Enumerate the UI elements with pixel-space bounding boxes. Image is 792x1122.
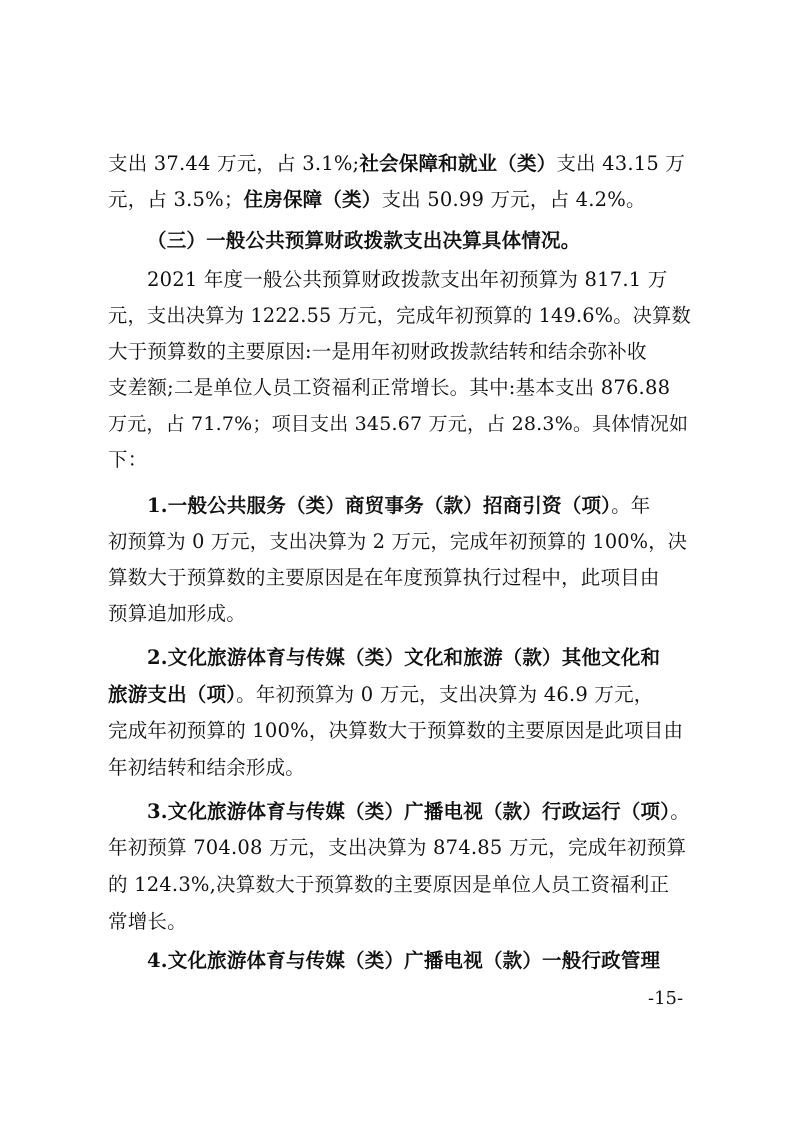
section-heading — [147, 223, 693, 259]
item-4-heading — [147, 943, 693, 979]
text-segment: 万元，占 71.7%；项目支出 345.67 万元，占 28.3%。具体情况如 — [108, 413, 689, 435]
section-heading-text: （三）一般公共预算财政拨款支出决算具体情况。 — [147, 229, 581, 252]
text-segment: 。年初预算为 0 万元，支出决算为 46.9 万元， — [236, 683, 654, 706]
item-2-heading — [147, 640, 693, 676]
item-2-title-cont: 旅游支出（项） — [108, 683, 237, 706]
text-segment: 。年 — [611, 494, 651, 517]
text-segment: 元，占 3.5%； — [108, 188, 244, 211]
text-line-16 — [108, 713, 693, 749]
text-segment: 元，支出决算为 1222.55 万元，完成年初预算的 149.6%。决算数 — [108, 304, 692, 327]
text-segment: 年初预算 704.08 万元，支出决算为 874.85 万元，完成年初预算 — [108, 836, 687, 859]
text-segment: 2021 年度一般公共预算财政拨款支出年初预算为 817.1 万 — [147, 268, 668, 291]
text-segment: 完成年初预算的 100%，决算数大于预算数的主要原因是此项目由 — [108, 719, 684, 742]
text-segment: 初预算为 0 万元，支出决算为 2 万元，完成年初预算的 100%，决 — [108, 530, 688, 553]
text-line-20 — [108, 867, 693, 903]
text-segment: 支出 50.99 万元，占 4.2%。 — [381, 188, 646, 211]
text-line-15 — [108, 677, 693, 713]
text-line-9 — [108, 442, 693, 478]
text-line-4 — [147, 262, 693, 298]
text-line-1 — [108, 146, 693, 182]
text-line-21 — [108, 904, 693, 940]
text-line-7 — [108, 370, 693, 406]
item-1-title: 1.一般公共服务（类）商贸事务（款）招商引资（项） — [147, 494, 612, 517]
text-line-13 — [108, 596, 693, 632]
item-3-heading — [147, 794, 693, 830]
text-line-17 — [108, 750, 693, 786]
text-segment: 常增长。 — [108, 910, 187, 933]
text-line-2 — [108, 182, 693, 218]
item-1-heading — [147, 488, 693, 524]
heading-housing: 住房保障（类） — [243, 188, 382, 211]
text-segment: 支出 43.15 万 — [556, 152, 686, 175]
page-number: -15- — [648, 988, 684, 1009]
text-segment: 下： — [108, 448, 148, 471]
item-3-title: 3.文化旅游体育与传媒（类）广播电视（款）行政运行（项） — [147, 800, 671, 823]
text-segment: 大于预算数的主要原因:一是用年初财政拨款结转和结余弥补收 — [108, 340, 647, 363]
text-segment: 支出 37.44 万元，占 3.1%; — [108, 152, 360, 175]
text-line-5 — [108, 298, 693, 334]
text-line-11 — [108, 524, 693, 560]
text-line-12 — [108, 560, 693, 596]
text-segment: 。 — [670, 800, 690, 823]
text-segment: 支差额;二是单位人员工资福利正常增长。其中:基本支出 876.88 — [108, 376, 671, 399]
text-line-19 — [108, 830, 693, 866]
text-segment: 预算追加形成。 — [108, 602, 246, 625]
text-segment: 的 124.3%,决算数大于预算数的主要原因是单位人员工资福利正 — [108, 873, 670, 896]
item-4-title: 4.文化旅游体育与传媒（类）广播电视（款）一般行政管理 — [147, 949, 661, 972]
item-2-title: 2.文化旅游体育与传媒（类）文化和旅游（款）其他文化和 — [147, 646, 661, 669]
heading-social-security: 社会保障和就业（类） — [359, 152, 557, 175]
text-line-6 — [108, 334, 693, 370]
text-segment: 年初结转和结余形成。 — [108, 756, 306, 779]
text-line-8 — [108, 406, 693, 442]
text-segment: 算数大于预算数的主要原因是在年度预算执行过程中，此项目由 — [108, 566, 660, 589]
